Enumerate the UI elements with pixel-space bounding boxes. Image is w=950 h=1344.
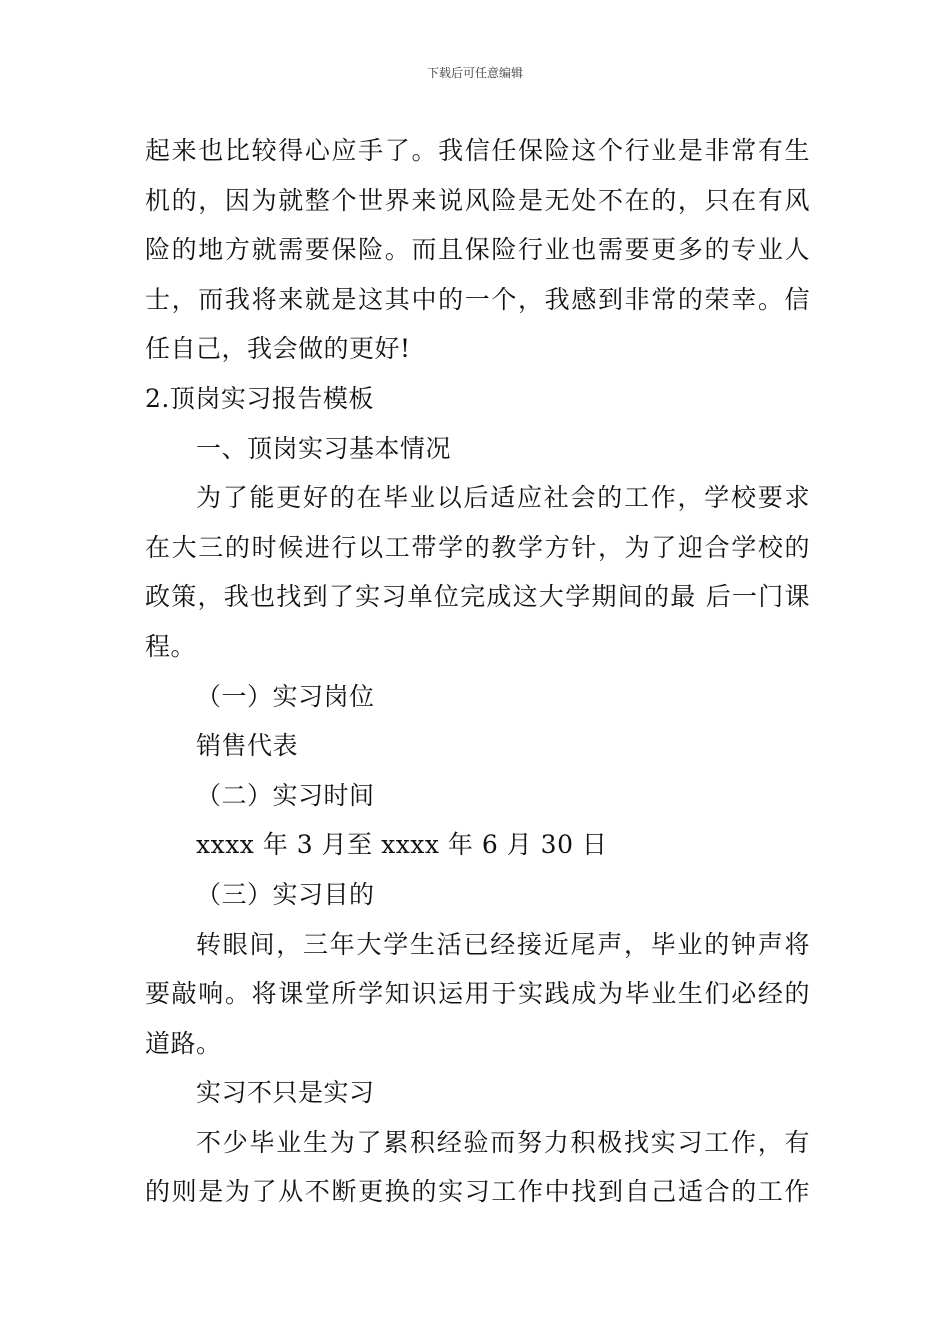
item-heading: （三）实习目的	[196, 879, 375, 909]
body-line: 的则是为了从不断更换的实习工作中找到自己适合的工作	[145, 1177, 810, 1207]
body-line: 在大三的时候进行以工带学的教学方针，为了迎合学校的	[145, 532, 810, 562]
body-line: 转眼间，三年大学生活已经接近尾声，毕业的钟声将	[196, 929, 810, 959]
item-heading: （一）实习岗位	[196, 681, 375, 711]
body-line: 险的地方就需要保险。而且保险行业也需要更多的专业人	[145, 235, 810, 265]
body-line: 不少毕业生为了累积经验而努力积极找实习工作，有	[196, 1127, 810, 1157]
subsection-heading: 一、顶岗实习基本情况	[196, 433, 452, 463]
body-line: 要敲响。将课堂所学知识运用于实践成为毕业生们必经的	[145, 979, 810, 1009]
document-body	[145, 126, 810, 1217]
item-value: xxxx 年 3 月至 xxxx 年 6 月 30 日	[196, 830, 608, 860]
item-value: 销售代表	[196, 731, 299, 761]
page-header-note: 下载后可任意编辑	[426, 66, 523, 80]
body-line: 道路。	[145, 1028, 222, 1058]
body-line: 程。	[145, 631, 197, 661]
body-line: 任自己，我会做的更好!	[145, 334, 411, 364]
item-heading: （二）实习时间	[196, 780, 375, 810]
body-line: 政策，我也找到了实习单位完成这大学期间的最 后一门课	[145, 582, 810, 612]
body-line: 机的，因为就整个世界来说风险是无处不在的，只在有风	[145, 185, 810, 215]
body-line: 为了能更好的在毕业以后适应社会的工作，学校要求	[196, 483, 810, 513]
body-line: 起来也比较得心应手了。我信任保险这个行业是非常有生	[145, 136, 810, 165]
body-line: 士，而我将来就是这其中的一个，我感到非常的荣幸。信	[145, 284, 810, 314]
section-title: 2.顶岗实习报告模板	[145, 383, 374, 413]
subsection-heading: 实习不只是实习	[196, 1078, 375, 1108]
